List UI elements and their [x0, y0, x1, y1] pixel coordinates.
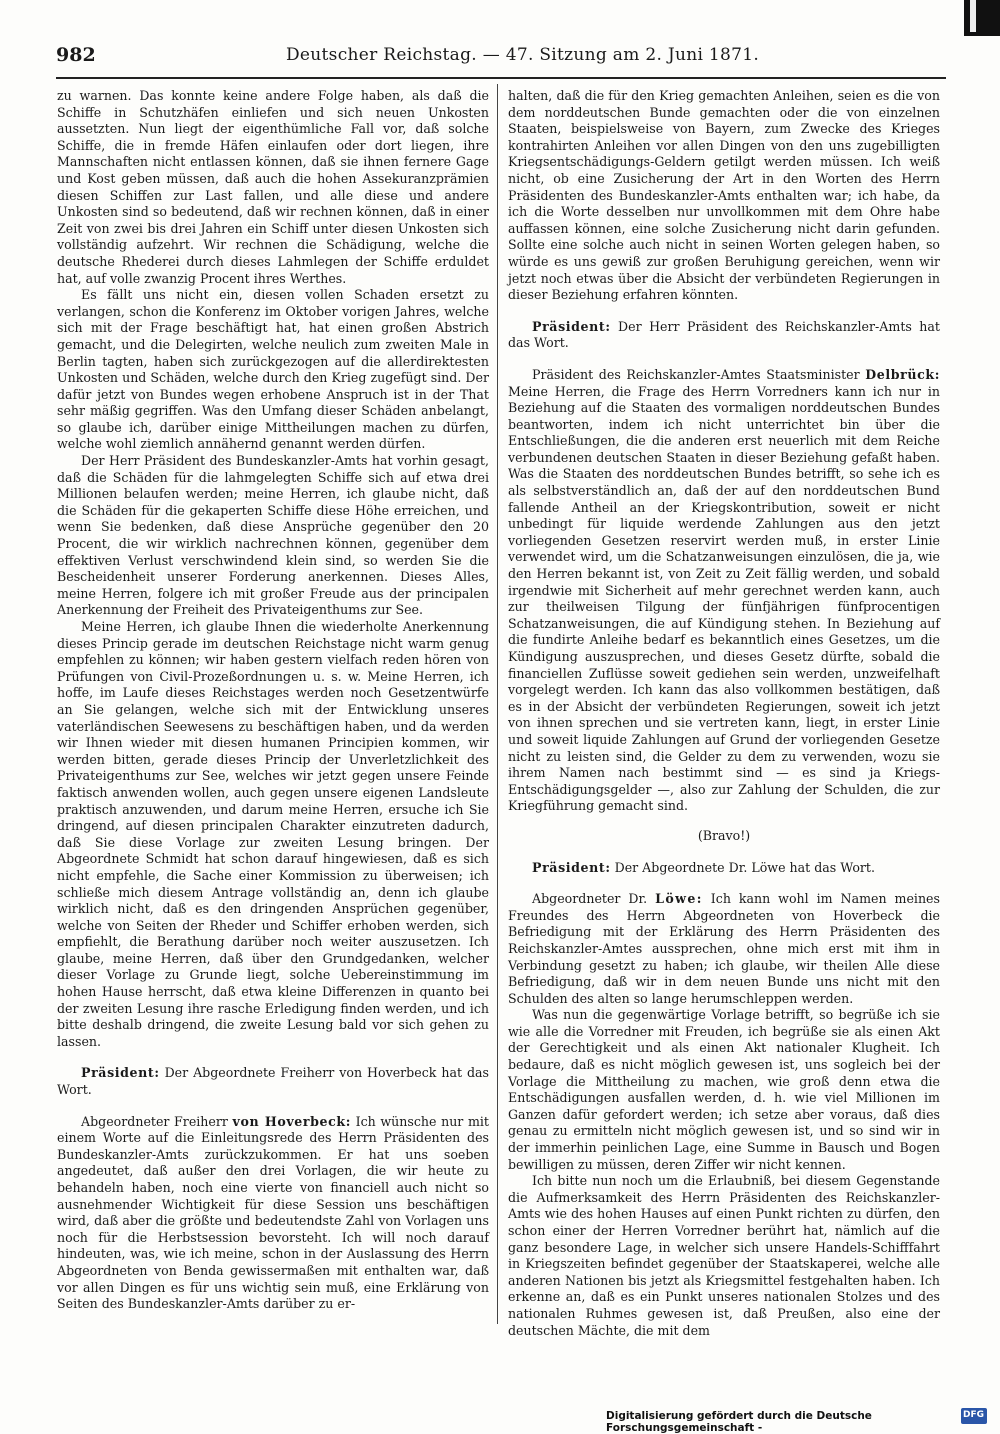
speaker-title: Abgeordneter Freiherr	[81, 1113, 228, 1129]
paragraph: Der Herr Präsident des Bundeskanzler-Amts hat vorhin gesagt, daß die Schäden für die lahmgelegten Schiffe sich auf etwa drei Millionen belaufen werden; meine Herren, ich glaube nicht, daß die Schäden für die gekaperten Schiffe diese Höhe erreichen, und wenn Sie bedenken, daß diese Ansprüche gegenüber den 20 Procent, die wir wirklich nachrechnen können, gegenüber dem effektiven Verlust verschwindend klein sind, so werden Sie die Bescheidenheit unserer Forderung anerkennen. Dieses Alles, meine Herren, folgere ich mit großer Freude aus der principalen Anerkennung der Freiheit des Privateigenthums zur See.	[57, 453, 489, 618]
paragraph: halten, daß die für den Krieg gemachten Anleihen, seien es die von dem norddeutschen Bunde gemachten oder die von einzelnen Staaten, beispielsweise von Bayern, zum Zwecke des Krieges kontrahirten Anleihen vor allen Dingen von den uns zugebilligten Kriegsentschädigungs-Geldern getilgt werden müssen. Ich weiß nicht, ob eine Zusicherung der Art in den Worten des Herrn Präsidenten des Bundeskanzler-Amts enthalten war; ich habe, da ich die Worte desselben nur unvollkommen mit dem Ohre habe auffassen können, eine solche Zusicherung nicht darin gefunden. Sollte eine solche auch nicht in seinen Worten gelegen haben, so würde es uns gewiß zur großen Beruhigung gereichen, wenn wir jetzt noch etwas über die Absicht der verbündeten Regierungen in dieser Beziehung erfahren könnten.	[508, 88, 940, 303]
speaker-title: Präsident des Reichskanzler-Amtes Staatsminister	[532, 366, 860, 382]
speaker-title: Abgeordneter Dr.	[532, 891, 648, 907]
speech-text: Ich wünsche nur mit einem Worte auf die Einleitungsrede des Herrn Präsidenten des Bundeskanzler-Amts zurückzukommen. Er hat uns soeben angedeutet, daß außer den drei Vorlagen, die wir heute zu behandeln haben, noch eine vierte von financiell auch nicht so ausnehmender Wichtigkeit für diese Session uns beschäftigen wird, daß aber die größte und bedeutendste Zahl von Vorlagen uns noch für die Herbstsession bevorsteht. Ich will noch darauf hindeuten, was, wie ich meine, schon in der Auslassung des Herrn Abgeordneten von Benda gewissermaßen mit enthalten war, daß vor allen Dingen es für uns wichtig sein muß, eine Erklärung von Seiten des Bundeskanzler-Amts darüber zu er-	[57, 1113, 489, 1312]
paragraph: zu warnen. Das konnte keine andere Folge haben, als daß die Schiffe in Schutzhäfen einliefen und sich neuen Unkosten aussetzten. Nun liegt der eigenthümliche Fall vor, daß solche Schiffe, die in fremde Häfen einlaufen oder dort liegen, ihre Mannschaften nicht entlassen können, daß sie ihnen fernere Gage und Kost geben müssen, daß auch die hohen Assekuranzprämien diesen Schiffen zur Last fallen, und alle diese und andere Unkosten sind so bedeutend, daß wir rechnen können, daß in einer Zeit von zwei bis drei Jahren ein Schiff unter diesen Unkosten sich vollständig aufzehrt. Wir rechnen die Schädigung, welche die deutsche Rhederei durch dieses Lahmlegen der Schiffe erduldet hat, auf volle zwanzig Procent ihres Werthes.	[57, 88, 489, 286]
footer-text: Digitalisierung gefördert durch die Deutsche Forschungsgemeinschaft -	[606, 1410, 872, 1434]
left-column	[57, 88, 489, 1313]
paragraph: Was nun die gegenwärtige Vorlage betrifft, so begrüße ich sie wie alle die Vorredner mit Freuden, ich begrüße sie als einen Akt der Gerechtigkeit und als einen Akt nationaler Klugheit. Ich bedaure, daß es nicht möglich gewesen ist, uns sogleich bei der Vorlage die Mittheilung zu machen, wie groß denn etwa die Entschädigungen ausfallen werden, d. h. wie viel Millionen im Ganzen dafür gefordert werden; ich setze aber voraus, daß dies genau zu ermitteln nicht möglich gewesen ist, und so sind wir in der immerhin peinlichen Lage, eine Summe in Bausch und Bogen bewilligen zu müssen, deren Ziffer wir nicht kennen.	[508, 1007, 940, 1172]
column-divider	[497, 84, 498, 1324]
speaker-name: Präsident:	[532, 318, 611, 334]
page-number: 982	[56, 44, 96, 66]
page-header	[56, 44, 946, 70]
speech-text: Ich kann wohl im Namen meines Freundes des Herrn Abgeordneten von Hoverbeck die Befriedigung mit der Erklärung des Herrn Präsidenten des Reichskanzler-Amtes aussprechen, ohne mich erst mit ihm in Verbindung gesetzt zu haben; ich glaube, wir theilen Alle diese Befriedigung, daß wir in dem neuen Bunde uns nicht mit den Schulden des alten so lange herumschleppen werden.	[508, 891, 940, 1006]
speech-hoverbeck	[57, 1114, 489, 1313]
speech-text: Der Abgeordnete Freiherr von Hoverbeck hat das Wort.	[57, 1065, 489, 1098]
speaker-name: von Hoverbeck:	[232, 1113, 351, 1129]
speech-text: Der Herr Präsident des Reichskanzler-Amts hat das Wort.	[508, 318, 940, 351]
paragraph: Es fällt uns nicht ein, diesen vollen Schaden ersetzt zu verlangen, schon die Konferenz im Oktober vorigen Jahres, welche sich mit der Frage beschäftigt hat, hat einen großen Abstrich gemacht, und die Delegirten, welche neulich zum zweiten Male in Berlin tagten, haben sich zurückgezogen auf die allerdirektesten Unkosten und Schäden, welche durch den Krieg zugefügt sind. Der dafür jetzt von Bundes wegen erhobene Anspruch ist in der That sehr mäßig gegriffen. Was den Umfang dieser Schäden anbelangt, so glaube ich, darüber einige Mittheilungen machen zu dürfen, welche wohl ziemlich annähernd genannt werden dürfen.	[57, 287, 489, 452]
digitization-footer	[606, 1408, 986, 1434]
speaker-name: Löwe:	[655, 891, 703, 907]
right-column	[508, 88, 940, 1339]
applause-note: (Bravo!)	[697, 827, 751, 843]
speech-text: Der Abgeordnete Dr. Löwe hat das Wort.	[614, 859, 875, 875]
speaker-name: Präsident:	[532, 859, 611, 875]
dfg-logo-text: DFG	[963, 1410, 985, 1420]
paragraph: Ich bitte nun noch um die Erlaubniß, bei diesem Gegenstande die Aufmerksamkeit des Herrn Präsidenten des Reichskanzler-Amts wie des hohen Hauses auf einen Punkt richten zu dürfen, den schon einer der Herren Vorredner berührt hat, nämlich auf die ganz besondere Lage, in welcher sich unsere Handels-Schifffahrt in Kriegszeiten befindet gegenüber der Staatskaperei, welche alle anderen Nationen bis jetzt als Kriegsmittel festgehalten haben. Ich erkenne an, daß es ein Punkt unseres nationalen Stolzes und des nationalen Ruhmes gewesen ist, daß Preußen, also eine der deutschen Mächte, die mit dem	[508, 1173, 940, 1338]
speaker-name: Präsident:	[81, 1065, 160, 1081]
speech-text: Meine Herren, die Frage des Herrn Vorredners kann ich nur in Beziehung auf die Staaten des vormaligen norddeutschen Bundes beantworten, indem ich nicht unterrichtet bin über die Entschließungen, die die anderen erst neuerlich mit dem Reiche verbundenen deutschen Staaten in dieser Beziehung gefaßt haben. Was die Staaten des norddeutschen Bundes betrifft, so sehe ich es als selbstverständlich an, daß der auf den norddeutschen Bund fallende Antheil an der Kriegskontribution, soweit er nicht unbedingt für liquide werdende Zahlungen aus den jetzt vorliegenden Gesetzen reservirt werden muß, in erster Linie verwendet wird, um die Schatzanweisungen einzulösen, die ja, wie den Herren bekannt ist, von Zeit zu Zeit fällig werden, und sobald irgendwie mit Sicherheit auf mehr gerechnet werden kann, auch zur theilweisen Tilgung der fünfjährigen fünfprocentigen Schatzanweisungen, die auf Kündigung stehen. In Beziehung auf die fundirte Anleihe bedarf es bekanntlich eines Gesetzes, um die Kündigung auszusprechen, und dieses Gesetz dürfte, sobald die financiellen Zuflüsse soweit gediehen sein werden, unzweifelhaft vorgelegt werden. Ich kann das also vollkommen bestätigen, daß es in der Absicht der verbündeten Regierungen, soweit ich jetzt von ihnen sprechen und sie vertreten kann, liegt, in erster Linie und soweit liquide Zahlungen auf Grund der vorliegenden Gesetze nicht zu leisten sind, die Gelder zu dem zu verwenden, wozu sie ihrem Namen nach bestimmt sind — es sind ja Kriegs-Entschädigungsgelder —, also zur Zahlung der Schulden, die zur Kriegführung gemacht sind.	[508, 383, 940, 814]
speech-president	[508, 860, 940, 877]
speech-president	[508, 319, 940, 352]
running-title: Deutscher Reichstag. — 47. Sitzung am 2. Juni 1871.	[286, 45, 760, 65]
paragraph: Meine Herren, ich glaube Ihnen die wiederholte Anerkennung dieses Princip gerade im deutschen Reichstage nicht warm genug empfehlen zu können; wir haben gestern vielfach reden hören von Prüfungen von Civil-Prozeßordnungen u. s. w. Meine Herren, ich hoffe, im Laufe dieses Reichstages werden noch Gesetzentwürfe an Sie gelangen, welche sich mit der Entwicklung unseres vaterländischen Seewesens zu beschäftigen haben, und da werden wir Ihnen wieder mit diesen humanen Principien kommen, wir werden bitten, gerade dieses Princip der Unverletzlichkeit des Privateigenthums zur See, welches wir jetzt gegen unsere Feinde faktisch anwenden wollen, auch gegen unsere eigenen Landsleute praktisch anzuwenden, und darum meine Herren, ersuche ich Sie dringend, auf diesen principalen Charakter einzutreten dadurch, daß Sie diese Vorlage zur zweiten Lesung bringen. Der Abgeordnete Schmidt hat schon darauf hingewiesen, daß es sich nicht empfehle, die Sache einer Kommission zu überweisen; ich schließe mich diesem Antrage vollständig an, denn ich glaube wirklich nicht, daß es den dringenden Ansprüchen gegenüber, welche von Seiten der Rheder und Schiffer erhoben werden, sich empfiehlt, die Berathung darüber noch weiter auszusetzen. Ich glaube, meine Herren, daß über den Grundgedanken, welcher dieser Vorlage zu Grunde liegt, solche Uebereinstimmung im hohen Hause herrscht, daß etwa kleine Differenzen in quanto bei der zweiten Lesung ihre rasche Erledigung finden werden, und ich bitte deshalb dringend, die zweite Lesung bald vor sich gehen zu lassen.	[57, 619, 489, 1049]
speech-loewe	[508, 891, 940, 1007]
dfg-logo	[961, 1408, 987, 1424]
speaker-name: Delbrück:	[865, 366, 940, 382]
speech-delbrueck	[508, 367, 940, 815]
header-rule	[56, 77, 946, 79]
speech-president	[57, 1065, 489, 1098]
scan-edge-mark	[964, 0, 1000, 36]
